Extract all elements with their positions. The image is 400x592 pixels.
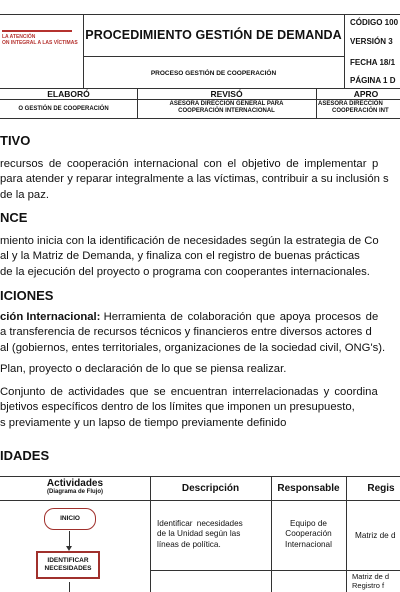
elaboro-header: ELABORÓ [47,89,90,99]
document-date: FECHA 18/1 [350,58,396,67]
definition-2 [0,362,400,377]
row2-registro [352,572,389,590]
section-objetivo-title: TIVO [0,133,31,148]
row1-responsable [271,519,346,550]
alcance-line: de la ejecución del proyecto o programa con cooperantes internacionales. [0,265,370,278]
definition-1-line: a transferencia de recursos técnicos y financieros entre diversos actores d [0,326,372,339]
definition-1-text: Herramienta de colaboración que apoya procesos de [103,311,379,323]
organization-logo [2,30,80,46]
alcance-line: miento inicia con la identificación de necesidades según la estrategia de Co [0,235,379,247]
flow-process-label-line2: NECESIDADES [44,565,92,573]
reviso-header: REVISÓ [210,89,243,99]
row1-responsable-line: Equipo de [290,519,327,528]
aprobo-value-line2: COOPERACIÓN INT [332,107,389,114]
flow-start-node [44,508,96,530]
objetivo-line: de la paz. [0,188,49,201]
document-subtitle: PROCESO GESTIÓN DE COOPERACIÓN [150,70,277,77]
row1-registro: Matriz de d [355,531,396,540]
section-actividades-title: IDADES [0,448,50,463]
definition-2-line: Plan, proyecto o declaración de lo que se piensa realizar. [0,363,287,375]
logo-text-line1: LA ATENCIÓN [2,34,36,40]
document-page: PÁGINA 1 D [350,76,396,85]
definition-3-line: s previamente y un lapso de tiempo previamente definido [0,416,287,429]
col-actividades-title: Actividades [46,478,104,489]
definition-3-line: Conjunto de actividades que se encuentran interrelacionadas y coordina [0,386,378,398]
flow-process-node [36,551,100,579]
alcance-line: al y la Matriz de Demanda, y finaliza con el registro de buenas prácticas [0,250,360,263]
section-alcance-title: NCE [0,210,28,225]
objetivo-line: recursos de cooperación internacional con el objetivo de implementar p [0,158,379,170]
document-code: CÓDIGO 100 [350,18,399,27]
document-version: VERSIÓN 3 [350,37,393,46]
section-definiciones-body [0,310,400,356]
definition-3 [0,385,400,431]
aprobo-value [318,101,400,115]
reviso-value [137,101,316,115]
col-responsable-header: Responsable [277,483,340,494]
col-actividades-subtitle: (Diagrama de Flujo) [46,489,103,495]
objetivo-line: para atender y reparar integralmente a las víctimas, contribuir a su inclusión s [0,173,389,186]
document-title: PROCEDIMIENTO GESTIÓN DE DEMANDA [85,28,342,42]
reviso-value-line1: ASESORA DIRECCIÓN GENERAL PARA [169,101,284,107]
row1-responsable-line: Cooperación [285,529,332,539]
elaboro-value: O GESTIÓN DE COOPERACIÓN [18,106,109,112]
row1-description-line: Identificar necesidades [157,519,243,528]
row1-responsable-line: Internacional [285,539,332,549]
definition-3-line: bjetivos específicos dentro de los límites que imponen un presupuesto, [0,401,355,414]
definition-1-line [0,310,400,325]
aprobo-value-line1: ASESORA DIRECCIÓN [318,101,383,107]
row1-description-line: de la Unidad según las [157,529,241,539]
col-registro-header: Regis [367,483,395,494]
section-alcance-body [0,234,400,280]
definition-1-line: al (gobiernos, entes territoriales, organizaciones de la sociedad civil, ONG's). [0,341,386,354]
flow-connector [69,582,70,592]
reviso-value-line2: COOPERACIÓN INTERNACIONAL [178,107,275,114]
definition-1-term: ción Internacional: [0,311,101,323]
section-definiciones-title: ICIONES [0,288,54,303]
row1-description-line: líneas de política. [157,539,221,549]
row2-registro-line: Registro f [352,581,385,590]
aprobo-header: APRO [353,89,379,99]
section-objetivo-body [0,157,400,203]
col-actividades-header [0,478,150,495]
logo-text-line2: ON INTEGRAL A LAS VÍCTIMAS [2,40,78,46]
flow-start-label: INICIO [60,515,80,522]
row1-description [157,519,269,550]
col-descripcion-header: Descripción [181,483,240,494]
row2-registro-line: Matriz de d [352,572,390,581]
flow-process-label-line1: IDENTIFICAR [47,557,89,564]
